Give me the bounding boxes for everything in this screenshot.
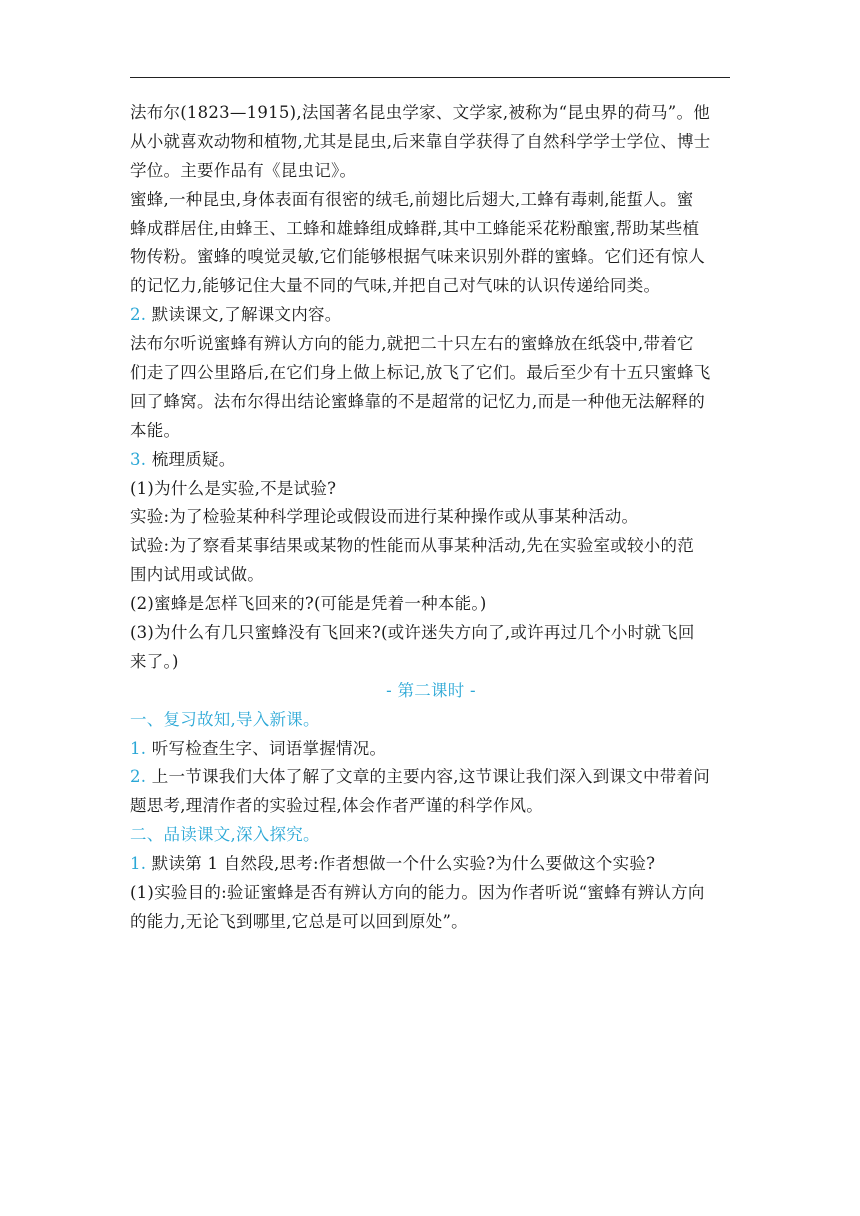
numbered-item: [130, 446, 732, 475]
line-text: 蜜蜂,一种昆虫,身体表面有很密的绒毛,前翅比后翅大,工蜂有毒刺,能蜇人。蜜: [130, 189, 694, 209]
header-rule: [130, 77, 730, 78]
text-line: [130, 561, 732, 590]
line-text: 来了。): [130, 651, 179, 671]
numbered-item: [130, 735, 732, 764]
text-line: [130, 792, 732, 821]
line-text: 听写检查生字、词语掌握情况。: [146, 738, 387, 758]
item-number: 3.: [130, 449, 147, 469]
line-text: 蜂成群居住,由蜂王、工蜂和雄蜂组成蜂群,其中工蜂能采花粉酿蜜,帮助某些植: [130, 218, 700, 238]
item-number: 2.: [130, 305, 147, 325]
section-heading: 二、品读课文,深入探究。: [130, 825, 320, 845]
line-text: 围内试用或试做。: [130, 565, 264, 585]
line-text: 从小就喜欢动物和植物,尤其是昆虫,后来靠自学获得了自然科学学士学位、博士: [130, 131, 711, 151]
line-text: 学位。主要作品有《昆虫记》。: [130, 160, 357, 180]
line-text: 题思考,理清作者的实验过程,体会作者严谨的科学作风。: [130, 796, 543, 816]
line-text: (2)蜜蜂是怎样飞回来的?(可能是凭着一种本能。): [130, 594, 487, 614]
line-text: 梳理质疑。: [146, 449, 236, 469]
line-text: (3)为什么有几只蜜蜂没有飞回来?(或许迷失方向了,或许再过几个小时就飞回: [130, 623, 695, 643]
line-text: 上一节课我们大体了解了文章的主要内容,这节课让我们深入到课文中带着问: [146, 767, 710, 787]
text-line: [130, 503, 732, 532]
text-line: [130, 243, 732, 272]
text-line: [130, 186, 732, 215]
text-line: [130, 475, 732, 504]
numbered-item: [130, 850, 732, 879]
text-line: [130, 128, 732, 157]
line-text: 试验:为了察看某事结果或某物的性能而从事某种活动,先在实验室或较小的范: [130, 536, 695, 556]
line-text: 实验:为了检验某种科学理论或假设而进行某种操作或从事某种活动。: [130, 507, 639, 527]
line-text: 的记忆力,能够记住大量不同的气味,并把自己对气味的认识传递给同类。: [130, 276, 661, 296]
text-line: [130, 215, 732, 244]
text-line: [130, 619, 732, 648]
text-line: [130, 330, 732, 359]
line-text: 回了蜂窝。法布尔得出结论蜜蜂靠的不是超常的记忆力,而是一种他无法解释的: [130, 391, 705, 411]
line-text: (1)实验目的:验证蜜蜂是否有辨认方向的能力。因为作者听说“蜜蜂有辨认方向: [130, 883, 705, 903]
text-line: [130, 417, 732, 446]
text-line: [130, 388, 732, 417]
text-line: [130, 157, 732, 186]
line-text: 们走了四公里路后,在它们身上做上标记,放飞了它们。最后至少有十五只蜜蜂飞: [130, 363, 711, 383]
text-line: [130, 272, 732, 301]
text-line: [130, 648, 732, 677]
section-heading: 一、复习故知,导入新课。: [130, 709, 320, 729]
line-text: 本能。: [130, 420, 181, 440]
document-body: [130, 99, 732, 937]
text-line: [130, 359, 732, 388]
line-text: 默读第 1 自然段,思考:作者想做一个什么实验?为什么要做这个实验?: [146, 854, 656, 874]
line-text: 法布尔(1823—1915),法国著名昆虫学家、文学家,被称为“昆虫界的荷马”。他: [130, 103, 710, 122]
text-line: [130, 879, 732, 908]
item-number: 1.: [130, 854, 147, 874]
line-text: (1)为什么是实验,不是试验?: [130, 478, 337, 498]
text-line: [130, 532, 732, 561]
numbered-item: [130, 763, 732, 792]
text-line: [130, 908, 732, 937]
item-number: 2.: [130, 767, 147, 787]
line-text: 物传粉。蜜蜂的嗅觉灵敏,它们能够根据气味来识别外群的蜜蜂。它们还有惊人: [130, 247, 705, 267]
text-line: [130, 99, 732, 128]
line-text: 的能力,无论飞到哪里,它总是可以回到原处”。: [130, 911, 468, 931]
numbered-item: [130, 301, 732, 330]
section-title: - 第二课时 -: [386, 680, 476, 700]
text-line: [130, 590, 732, 619]
line-text: 默读课文,了解课文内容。: [146, 305, 342, 325]
item-number: 1.: [130, 738, 147, 758]
line-text: 法布尔听说蜜蜂有辨认方向的能力,就把二十只左右的蜜蜂放在纸袋中,带着它: [130, 334, 694, 354]
